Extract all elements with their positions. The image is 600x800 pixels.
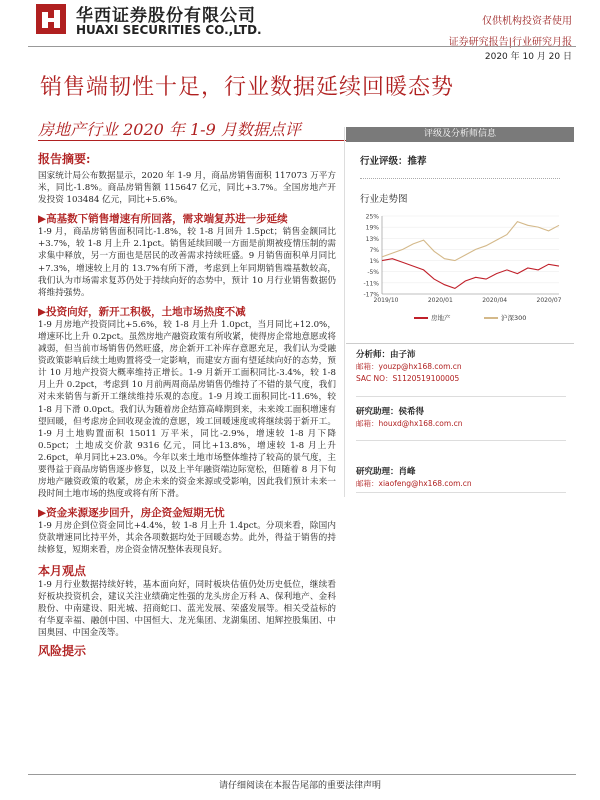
analyst-divider [356, 396, 566, 397]
assistant2-email[interactable]: 邮箱：xiaofeng@hx168.com.cn [356, 479, 472, 488]
audience-note: 仅供机构投资者使用 [482, 16, 572, 27]
summary-heading: 报告摘要: [38, 152, 91, 166]
assistant2-name: 肖峰 [398, 467, 416, 477]
chart-x-tick-label: 2020/01 [427, 297, 453, 304]
assistant1-block [356, 406, 462, 430]
assistant1-divider [356, 440, 566, 441]
assistant2-block [356, 466, 472, 490]
company-name-cn: 华西证券股份有限公司 [76, 6, 256, 26]
chart-series-line [382, 259, 559, 289]
analyst-sac: SAC NO：S1120519100005 [356, 374, 460, 383]
assistant1-email[interactable]: 邮箱：houxd@hx168.com.cn [356, 419, 463, 428]
trend-chart [354, 210, 564, 330]
assistant2-role: 研究助理： [356, 467, 399, 477]
chart-y-tick-label: -17% [363, 291, 379, 299]
chart-y-tick-label: 7% [369, 246, 379, 254]
chart-y-tick-label: 13% [365, 235, 379, 243]
company-name-en: HUAXI SECURITIES CO.,LTD. [76, 23, 262, 37]
industry-rating: 行业评级：推荐 [360, 156, 427, 167]
section-investment-title: ▶投资向好，新开工积极，土地市场热度不减 [38, 305, 246, 318]
assistant2-divider [356, 492, 566, 493]
summary-column [38, 150, 336, 659]
rating-divider [360, 178, 560, 179]
report-subtitle: 房地产行业 2020 年 1-9 月数据点评 [38, 120, 301, 139]
sidebar-heading: 评级及分析师信息 [346, 127, 574, 142]
assistant1-role: 研究助理： [356, 407, 399, 417]
section-sales-body: 1-9 月，商品房销售面积同比-1.8%，较 1-8 月回升 1.5pct；销售金额同比+3.7%，较 1-8 月上升 2.1pct。销售延续回暖一方面是前期被疫情压制的需求集中释放，另一方面也是居民的改善需求持续旺盛。9 月销售面积单月同比+7.3%，增速较上月的 13.7%有所下滑，考虑到上年同期销售端基数较高，我们认为市场需求复苏仍处于持续向好的态势中，预计 10 月行业销售数据仍将维持强势。 [38, 227, 336, 298]
chart-y-tick-label: -11% [363, 280, 379, 288]
chart-series-line [382, 222, 559, 261]
section-risk-title: 风险提示 [38, 644, 87, 658]
legal-notice: 请仔细阅读在本报告尾部的重要法律声明 [218, 781, 381, 791]
analyst-block [356, 349, 462, 385]
analyst-name: 由子沛 [390, 350, 416, 360]
header-divider [28, 46, 576, 47]
chart-legend-label: 沪深300 [501, 314, 527, 322]
summary-intro: 国家统计局公布数据显示，2020 年 1-9 月，商品房销售面积 117073 万平方米，同比-1.8%。商品房销售额 115647 亿元，同比+3.7%。全国房地产开发投资 103484 亿元，同比+5.6%。 [38, 171, 336, 206]
section-investment-body: 1-9 月房地产投资同比+5.6%，较 1-8 月上升 1.0pct，当月同比+12.0%，增速环比上升 0.2pct。虽然房地产融资政策有所收紧，使得房企常地意愿或将减弱，但当前市场销售仍然旺盛，房企新开工补库存意愿充足，我们认为受融资政策影响后续土地购置将受一定影响，而建安方面有望延续向好的态势，预计 10 月地产投资大概率维持正增长。1-9 月新开工面积同比-3.4%，较 1-8 月上升 0.2pct，考虑到 10 月前两周商品房销售仍维持了不错的景气度，我们对未来销售与新开工继续维持乐观的态度。1-9 月竣工面积同比-11.6%，较 1-8 月下滑 0.0pct。我们认为随着房企结算高峰期到来，未来竣工面积增速有望回暖，但考虑房企回收现金流的意愿，竣工回暖速度或将继续弱于新开工。1-9 月土地购置面积 15011 万平米，同比-2.9%，增速较 1-8 月下降 0.5pct；土地成交价款 9316 亿元，同比+13.8%，增速较 1-8 月上升 2.6pct，单月同比+23.0%。今年以来土地市场整体维持了较高的景气度，主要得益于商品房销售逐步修复，以及上半年融资端边际宽松，但随着 8 月下旬房地产融资政策的收紧，房企未来的资金来源或受影响，因此我们预计未来一段时间土地市场的热度或将有所下滑。 [38, 319, 336, 500]
section-view-body: 1-9 月行业数据持续好转，基本面向好，同时板块估值仍处历史低位，继续看好板块投资机会，建议关注业绩确定性强的龙头房企万科 A、保利地产、金科股份、中南建设、阳光城、招商蛇口、蓝光发展、荣盛发展等。相关受益标的有华夏幸福、融创中国、中国恒大、龙光集团、龙湖集团、旭辉控股集团、中国奥园、中国金茂等。 [38, 579, 336, 638]
chart-y-tick-label: 1% [369, 258, 379, 266]
analyst-role: 分析师： [356, 350, 391, 360]
analyst-email[interactable]: 邮箱：youzp@hx168.com.cn [356, 362, 462, 371]
section-funding-body: 1-9 月房企到位资金同比+4.4%，较 1-8 月上升 1.4pct。分项来看，除国内贷款增速同比持平外，其余各项数据均处于回暖态势。此外，得益于销售的持续修复，短期来看，房企资金情况整体表现良好。 [38, 521, 336, 556]
chart-x-tick-label: 2020/07 [536, 297, 562, 304]
chart-x-tick-label: 2020/04 [482, 297, 508, 304]
chart-y-tick-label: -5% [367, 269, 379, 277]
chart-x-tick-label: 2019/10 [373, 297, 399, 304]
chart-y-tick-label: 25% [365, 213, 379, 221]
footer-divider [28, 774, 576, 775]
chart-y-tick-label: 19% [365, 224, 379, 232]
section-sales-title: ▶高基数下销售增速有所回落，需求端复苏进一步延续 [38, 213, 288, 226]
chart-divider [346, 343, 574, 344]
report-type: 证券研究报告|行业研究月报 [448, 37, 572, 48]
assistant1-name: 侯希得 [398, 407, 425, 417]
report-title: 销售端韧性十足，行业数据延续回暖态势 [40, 75, 455, 100]
company-logo-icon [36, 4, 66, 34]
trend-chart-title: 行业走势图 [360, 194, 408, 205]
sidebar-divider [344, 127, 345, 497]
report-date: 2020 年 10 月 20 日 [484, 52, 572, 62]
chart-legend-label: 房地产 [431, 314, 451, 322]
section-funding-title: ▶资金来源逐步回升，房企资金短期无忧 [38, 507, 225, 520]
section-view-title: 本月观点 [38, 563, 87, 578]
